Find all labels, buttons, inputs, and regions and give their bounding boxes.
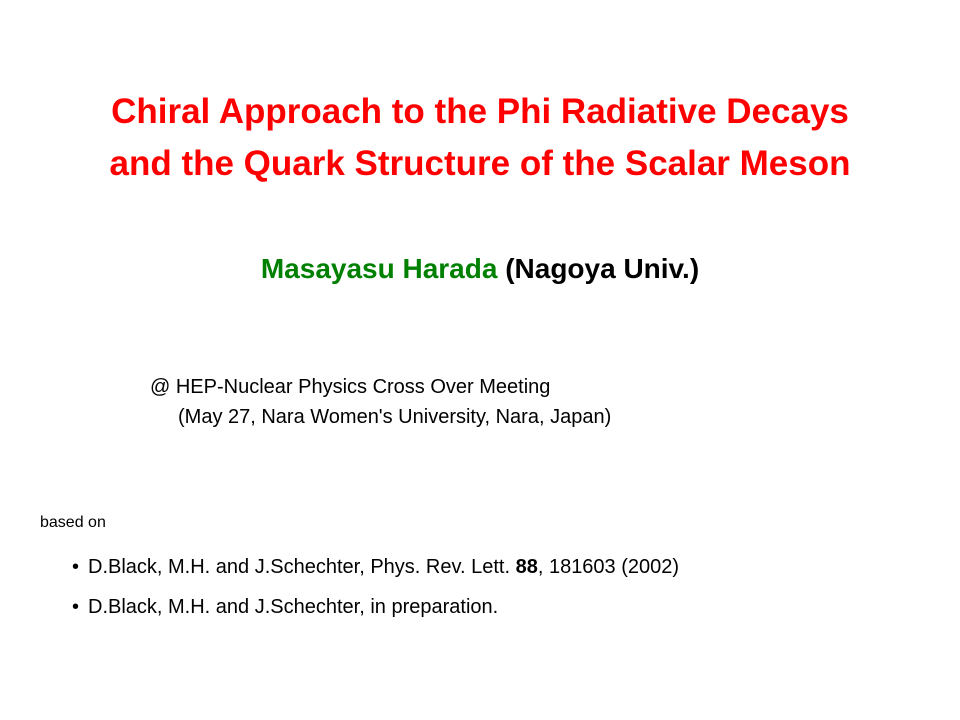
author-affiliation: (Nagoya Univ.) [505, 253, 700, 284]
reference-page-year: , 181603 (2002) [537, 556, 680, 578]
reference-list [72, 554, 679, 634]
meeting-name: @ HEP-Nuclear Physics Cross Over Meeting [150, 376, 551, 398]
reference-item [72, 554, 679, 580]
title-line-2: and the Quark Structure of the Scalar Meson [109, 144, 851, 183]
based-on-label: based on [40, 514, 106, 531]
bullet-icon: • [72, 596, 80, 618]
reference-item [72, 594, 679, 620]
meeting-date-location: (May 27, Nara Women's University, Nara, Japan) [178, 406, 612, 428]
reference-volume: 88 [515, 556, 538, 578]
author-name: Masayasu Harada [260, 253, 498, 284]
author-line [0, 250, 960, 288]
bullet-icon: • [72, 556, 80, 578]
title-line-1: Chiral Approach to the Phi Radiative Decays [111, 92, 849, 131]
reference-text: D.Black, M.H. and J.Schechter, Phys. Rev. Lett. [88, 556, 516, 578]
reference-text: D.Black, M.H. and J.Schechter, in preparation. [88, 596, 499, 618]
meeting-info [150, 374, 611, 430]
